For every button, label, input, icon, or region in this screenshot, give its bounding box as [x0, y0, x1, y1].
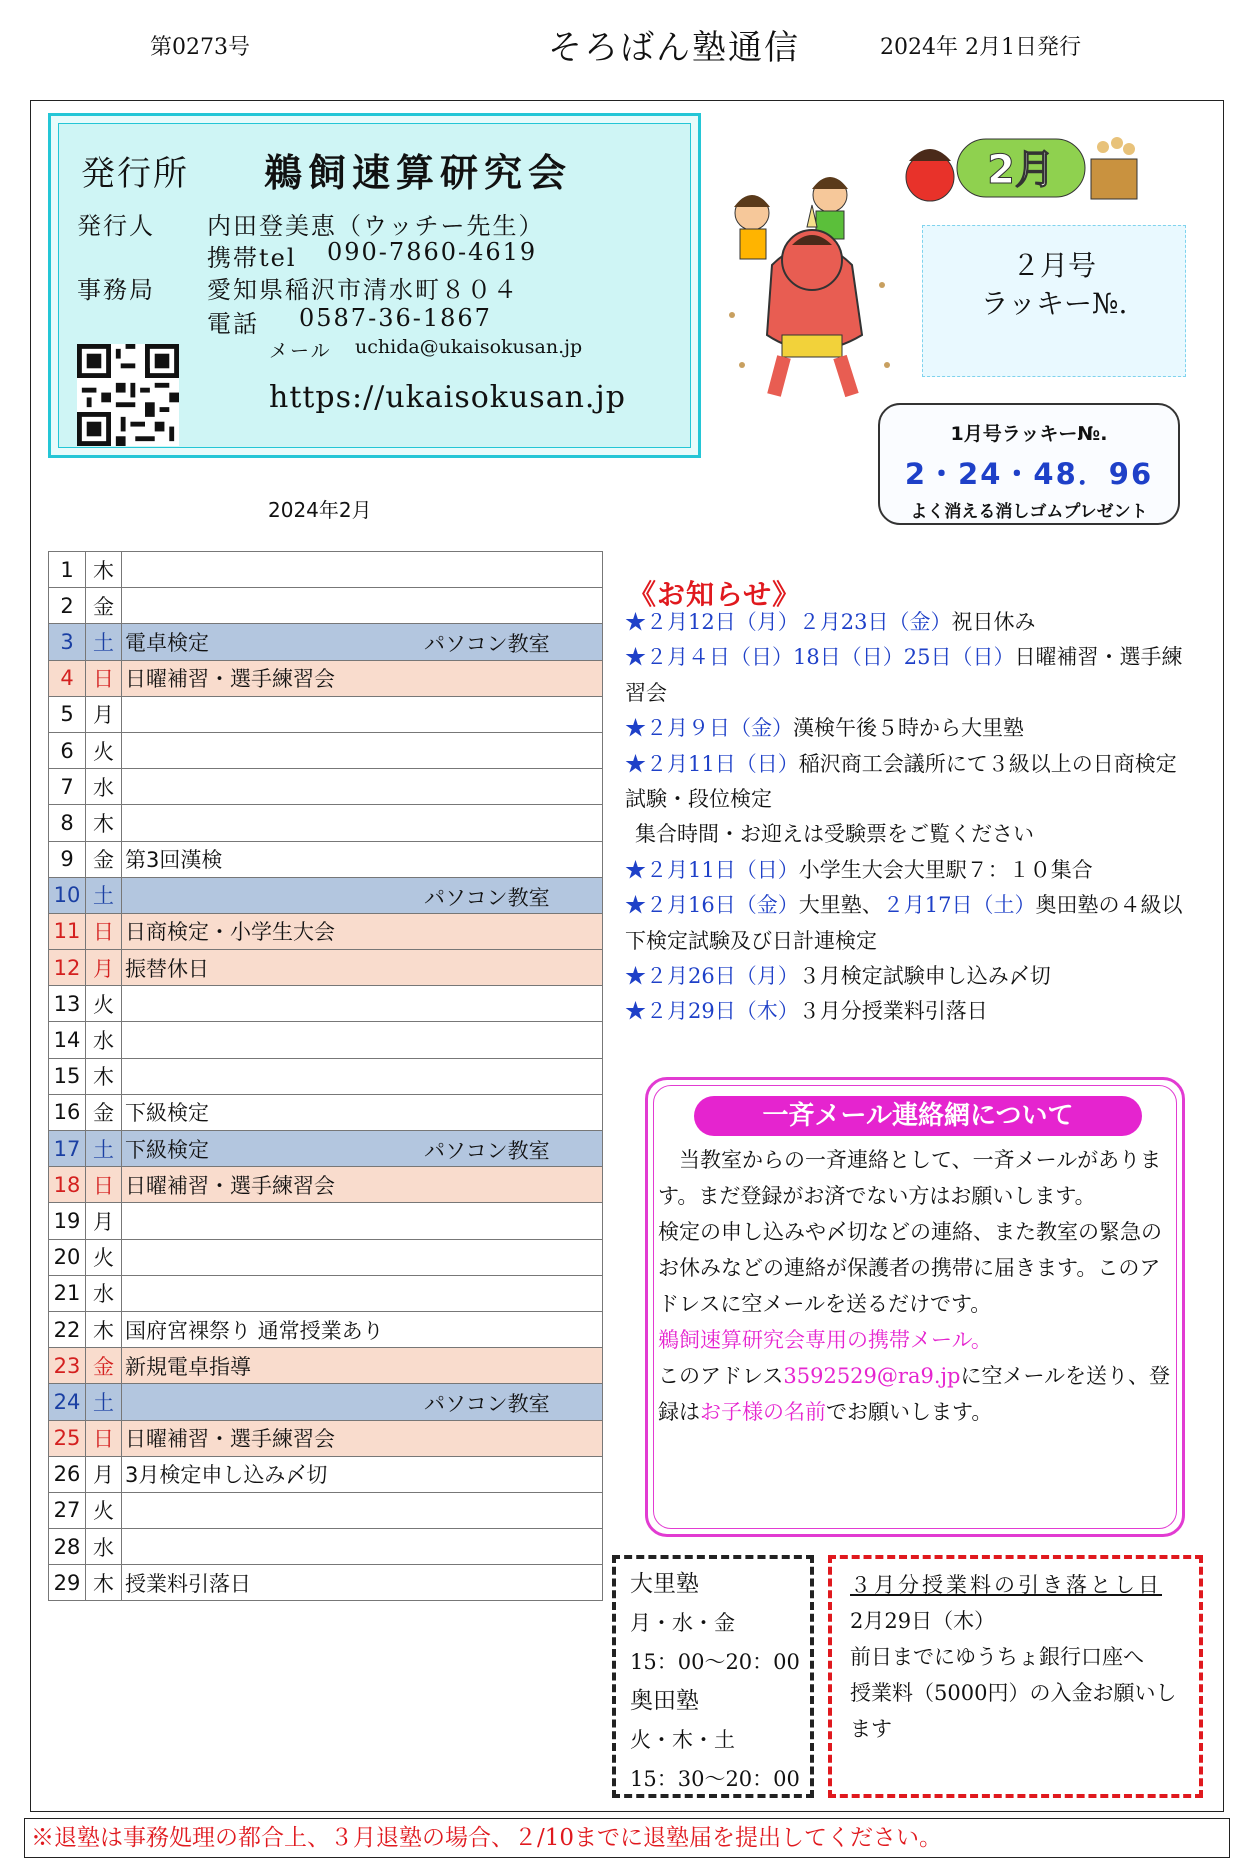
calendar-weekday: 水 [86, 1275, 122, 1311]
notice-item: ★２月11日（日）稲沢商工会議所にて３級以上の日商検定試験・段位検定 [625, 751, 1177, 812]
notice-item: 集合時間・お迎えは受験票をご覧ください [635, 822, 1034, 847]
schedule-time-1: 15：00～20：00 [630, 1650, 800, 1674]
calendar-event-cell [122, 1275, 603, 1311]
calendar-event-cell [122, 1529, 603, 1565]
calendar-day-number: 2 [49, 588, 86, 624]
mobile-label: 携帯tel [207, 244, 297, 272]
issue-number: 第0273号 [150, 35, 250, 60]
calendar-day-number: 4 [49, 660, 86, 696]
calendar-row [49, 841, 603, 877]
mail-signup-address[interactable]: 3592529@ra9.jp [783, 1364, 961, 1388]
calendar-weekday: 土 [86, 624, 122, 660]
mail-paragraph-2: 検定の申し込みや〆切などの連絡、また教室の緊急のお休みなどの連絡が保護者の携帯に届きます。このアドレスに空メールを送るだけです。 [658, 1220, 1162, 1316]
website-url[interactable]: https://ukaisokusan.jp [269, 380, 626, 415]
mail-paragraph-3: 鵜飼速算研究会専用の携帯メール。 [658, 1328, 992, 1352]
lucky-prev-numbers: 2・24・48．96 [904, 457, 1154, 491]
calendar-day-number: 28 [49, 1529, 86, 1565]
notice-item: ★２月４日（日）18日（日）25日（日）日曜補習・選手練習会 [625, 645, 1183, 705]
calendar-event: 新規電卓指導 [125, 1354, 251, 1379]
calendar-row [49, 732, 603, 768]
notice-item: ★２月29日（木）３月分授業料引落日 [625, 999, 988, 1024]
calendar-event-cell [122, 986, 603, 1022]
calendar-event-cell [122, 696, 603, 732]
calendar-weekday: 金 [86, 1094, 122, 1130]
calendar-row [49, 1565, 603, 1601]
calendar-event-cell [122, 769, 603, 805]
calendar-day-number: 15 [49, 1058, 86, 1094]
calendar-event-cell [122, 950, 603, 986]
newsletter-title: そろばん塾通信 [548, 28, 800, 68]
calendar-day-number: 5 [49, 696, 86, 732]
calendar-event-cell [122, 1131, 603, 1167]
calendar-day-number: 24 [49, 1384, 86, 1420]
publisher-org-label: 発行所 [81, 154, 189, 194]
calendar-event-cell [122, 1167, 603, 1203]
calendar-row [49, 1058, 603, 1094]
star-icon: ★ [625, 645, 646, 670]
notice-item: ★２月16日（金）大里塾、２月17日（土）奥田塾の４級以下検定試験及び日計連検定 [625, 893, 1183, 953]
calendar-day-number: 16 [49, 1094, 86, 1130]
notice-item: ★２月11日（日）小学生大会大里駅７：１０集合 [625, 857, 1093, 882]
calendar-weekday: 火 [86, 1492, 122, 1528]
calendar-weekday: 日 [86, 1167, 122, 1203]
calendar-row [49, 1529, 603, 1565]
lucky-number-previous [878, 403, 1180, 525]
calendar-day-number: 1 [49, 552, 86, 588]
publisher-box [48, 113, 701, 458]
calendar-weekday: 火 [86, 986, 122, 1022]
calendar-weekday: 月 [86, 1203, 122, 1239]
office-label: 事務局 [77, 276, 155, 304]
calendar-event: 授業料引落日 [125, 1571, 251, 1596]
star-icon: ★ [625, 610, 646, 634]
notice-item: ★２月９日（金）漢検午後５時から大里塾 [625, 716, 1024, 741]
calendar-day-number: 20 [49, 1239, 86, 1275]
calendar-event-cell [122, 805, 603, 841]
notice-item: ★２月26日（月）３月検定試験申し込み〆切 [625, 964, 1051, 989]
calendar-event: 日曜補習・選手練習会 [125, 1173, 335, 1198]
calendar-weekday: 土 [86, 1384, 122, 1420]
calendar-event-cell [122, 1420, 603, 1456]
schedule-time-2: 15：30～20：00 [630, 1767, 800, 1791]
calendar-weekday: 火 [86, 732, 122, 768]
calendar-month: 2024年2月 [268, 498, 372, 522]
calendar-event-cell [122, 1492, 603, 1528]
calendar-weekday: 金 [86, 1348, 122, 1384]
calendar-day-number: 26 [49, 1456, 86, 1492]
calendar-event-cell [122, 660, 603, 696]
office-address: 愛知県稲沢市清水町８０４ [207, 276, 519, 304]
calendar-row [49, 1420, 603, 1456]
calendar-weekday: 火 [86, 1239, 122, 1275]
schedule-days-1: 月・水・金 [630, 1611, 735, 1635]
calendar-day-number: 19 [49, 1203, 86, 1239]
lucky-current-line2: ラッキー№. [980, 287, 1128, 320]
schedule-place-2: 奥田塾 [630, 1688, 699, 1714]
calendar-day-number: 3 [49, 624, 86, 660]
calendar-event: 下級検定 [125, 1137, 209, 1162]
calendar-event-secondary: パソコン教室 [424, 1139, 550, 1163]
calendar-event-cell [122, 1565, 603, 1601]
calendar-day-number: 21 [49, 1275, 86, 1311]
withdrawal-notice: ※退塾は事務処理の都合上、３月退塾の場合、２/10までに退塾届を提出してください。 [24, 1818, 1230, 1858]
calendar-row [49, 660, 603, 696]
calendar-event-cell [122, 1311, 603, 1347]
calendar-weekday: 木 [86, 552, 122, 588]
phone-number: 0587-36-1867 [299, 304, 492, 332]
calendar-event-cell [122, 552, 603, 588]
calendar-event-cell [122, 1094, 603, 1130]
lucky-prev-title: 1月号ラッキー№. [950, 423, 1108, 445]
calendar-day-number: 17 [49, 1131, 86, 1167]
calendar-event: 電卓検定 [125, 630, 209, 655]
calendar-event-cell [122, 1384, 603, 1420]
lucky-number-current [922, 225, 1186, 377]
calendar-row [49, 552, 603, 588]
fee-date: 2月29日（木） [850, 1609, 996, 1633]
calendar-day-number: 23 [49, 1348, 86, 1384]
calendar-weekday: 水 [86, 1529, 122, 1565]
lucky-current-line1: ２月号 [1011, 249, 1096, 282]
mail-paragraph-4: このアドレス3592529@ra9.jpに空メールを送り、登録はお子様の名前でお願いします。 [658, 1364, 1171, 1424]
calendar-row [49, 1131, 603, 1167]
calendar-row [49, 986, 603, 1022]
schedule-days-2: 火・木・土 [630, 1728, 735, 1752]
calendar-weekday: 木 [86, 1565, 122, 1601]
calendar-weekday: 木 [86, 805, 122, 841]
calendar-row [49, 1384, 603, 1420]
calendar-event-cell [122, 1239, 603, 1275]
calendar-row [49, 624, 603, 660]
calendar-day-number: 11 [49, 913, 86, 949]
calendar-day-number: 25 [49, 1420, 86, 1456]
calendar-row [49, 1275, 603, 1311]
calendar-table [48, 551, 603, 1601]
star-icon: ★ [625, 716, 646, 741]
calendar-row [49, 877, 603, 913]
calendar-row [49, 1203, 603, 1239]
star-icon: ★ [625, 751, 646, 776]
calendar-event: 第3回漢検 [125, 848, 223, 873]
calendar-day-number: 9 [49, 841, 86, 877]
calendar-day-number: 27 [49, 1492, 86, 1528]
calendar-weekday: 金 [86, 841, 122, 877]
calendar-day-number: 14 [49, 1022, 86, 1058]
calendar-row [49, 1167, 603, 1203]
calendar-weekday: 日 [86, 1420, 122, 1456]
calendar-event-cell [122, 588, 603, 624]
calendar-day-number: 18 [49, 1167, 86, 1203]
calendar-day-number: 6 [49, 732, 86, 768]
calendar-row [49, 769, 603, 805]
calendar-event-cell [122, 1022, 603, 1058]
star-icon: ★ [625, 893, 646, 918]
calendar-weekday: 日 [86, 660, 122, 696]
calendar-day-number: 22 [49, 1311, 86, 1347]
calendar-day-number: 8 [49, 805, 86, 841]
calendar-weekday: 月 [86, 696, 122, 732]
mobile-number: 090-7860-4619 [327, 238, 538, 266]
calendar-row [49, 1348, 603, 1384]
calendar-weekday: 水 [86, 1022, 122, 1058]
qr-code-icon[interactable] [77, 344, 179, 446]
mail-network-box [645, 1077, 1185, 1537]
calendar-weekday: 金 [86, 588, 122, 624]
calendar-event: 国府宮裸祭り 通常授業あり [125, 1318, 384, 1343]
calendar-weekday: 土 [86, 1131, 122, 1167]
fee-line-2: 授業料（5000円）の入金お願いします [850, 1681, 1177, 1741]
notice-item: ★２月12日（月）２月23日（金）祝日休み [625, 610, 1036, 634]
mail-box-title: 一斉メール連絡網について [694, 1096, 1142, 1136]
month-badge: 2月 [987, 147, 1055, 193]
mail-label: メール [269, 340, 332, 362]
publisher-person-label: 発行人 [77, 212, 155, 240]
calendar-row [49, 1492, 603, 1528]
calendar-weekday: 日 [86, 913, 122, 949]
calendar-weekday: 木 [86, 1311, 122, 1347]
calendar-day-number: 29 [49, 1565, 86, 1601]
publisher-org-name: 鵜飼速算研究会 [264, 150, 573, 195]
calendar-event-secondary: パソコン教室 [424, 885, 550, 910]
calendar-day-number: 13 [49, 986, 86, 1022]
oni-children-illustration [712, 165, 912, 405]
fee-title: ３月分授業料の引き落とし日 [850, 1573, 1162, 1597]
publisher-person-name: 内田登美恵（ウッチー先生） [207, 212, 545, 240]
calendar-event: 日曜補習・選手練習会 [125, 667, 335, 692]
calendar-weekday: 土 [86, 877, 122, 913]
calendar-row [49, 1094, 603, 1130]
issue-date: 2024年 2月1日発行 [880, 35, 1081, 60]
calendar-event-cell [122, 1203, 603, 1239]
fee-line-1: 前日までにゆうちょ銀行口座へ [850, 1645, 1144, 1669]
notice-heading: 《お知らせ》 [628, 578, 802, 611]
calendar-row [49, 696, 603, 732]
calendar-event-secondary: パソコン教室 [424, 632, 550, 657]
notice-list [625, 605, 1195, 1030]
star-icon: ★ [625, 964, 646, 989]
calendar-day-number: 10 [49, 877, 86, 913]
calendar-row [49, 1022, 603, 1058]
star-icon: ★ [625, 857, 646, 882]
calendar-row [49, 1311, 603, 1347]
calendar-event-cell [122, 624, 603, 660]
calendar-event-secondary: パソコン教室 [424, 1392, 550, 1417]
calendar-weekday: 月 [86, 950, 122, 986]
schedule-place-1: 大里塾 [630, 1571, 699, 1597]
calendar-row [49, 913, 603, 949]
calendar-row [49, 950, 603, 986]
calendar-event-cell [122, 877, 603, 913]
calendar-event: 振替休日 [125, 956, 209, 981]
publisher-box-inner [58, 123, 691, 448]
calendar-event-cell [122, 1456, 603, 1492]
calendar-row [49, 1456, 603, 1492]
calendar-weekday: 月 [86, 1456, 122, 1492]
mail-box-body [658, 1142, 1180, 1430]
lucky-prev-prize: よく消える消しゴムプレゼント [910, 502, 1148, 522]
star-icon: ★ [625, 999, 646, 1024]
tuition-fee-box [828, 1555, 1203, 1798]
calendar-row [49, 805, 603, 841]
calendar-event-cell [122, 1058, 603, 1094]
calendar-event-cell [122, 841, 603, 877]
calendar-event-cell [122, 732, 603, 768]
calendar-event-cell [122, 1348, 603, 1384]
calendar-event: 下級検定 [125, 1101, 209, 1126]
class-schedule-box [612, 1555, 814, 1798]
phone-label: 電話 [207, 310, 259, 338]
calendar-event: 3月検定申し込み〆切 [125, 1463, 328, 1488]
calendar-weekday: 木 [86, 1058, 122, 1094]
calendar-row [49, 588, 603, 624]
calendar-row [49, 1239, 603, 1275]
mail-paragraph-1: 当教室からの一斉連絡として、一斉メールがあります。まだ登録がお済でない方はお願いします。 [658, 1148, 1162, 1208]
calendar-weekday: 水 [86, 769, 122, 805]
email-address[interactable]: uchida@ukaisokusan.jp [355, 336, 583, 358]
calendar-event-cell [122, 913, 603, 949]
calendar-event: 日曜補習・選手練習会 [125, 1427, 335, 1452]
calendar-day-number: 7 [49, 769, 86, 805]
calendar-event: 日商検定・小学生大会 [125, 920, 335, 945]
calendar-day-number: 12 [49, 950, 86, 986]
